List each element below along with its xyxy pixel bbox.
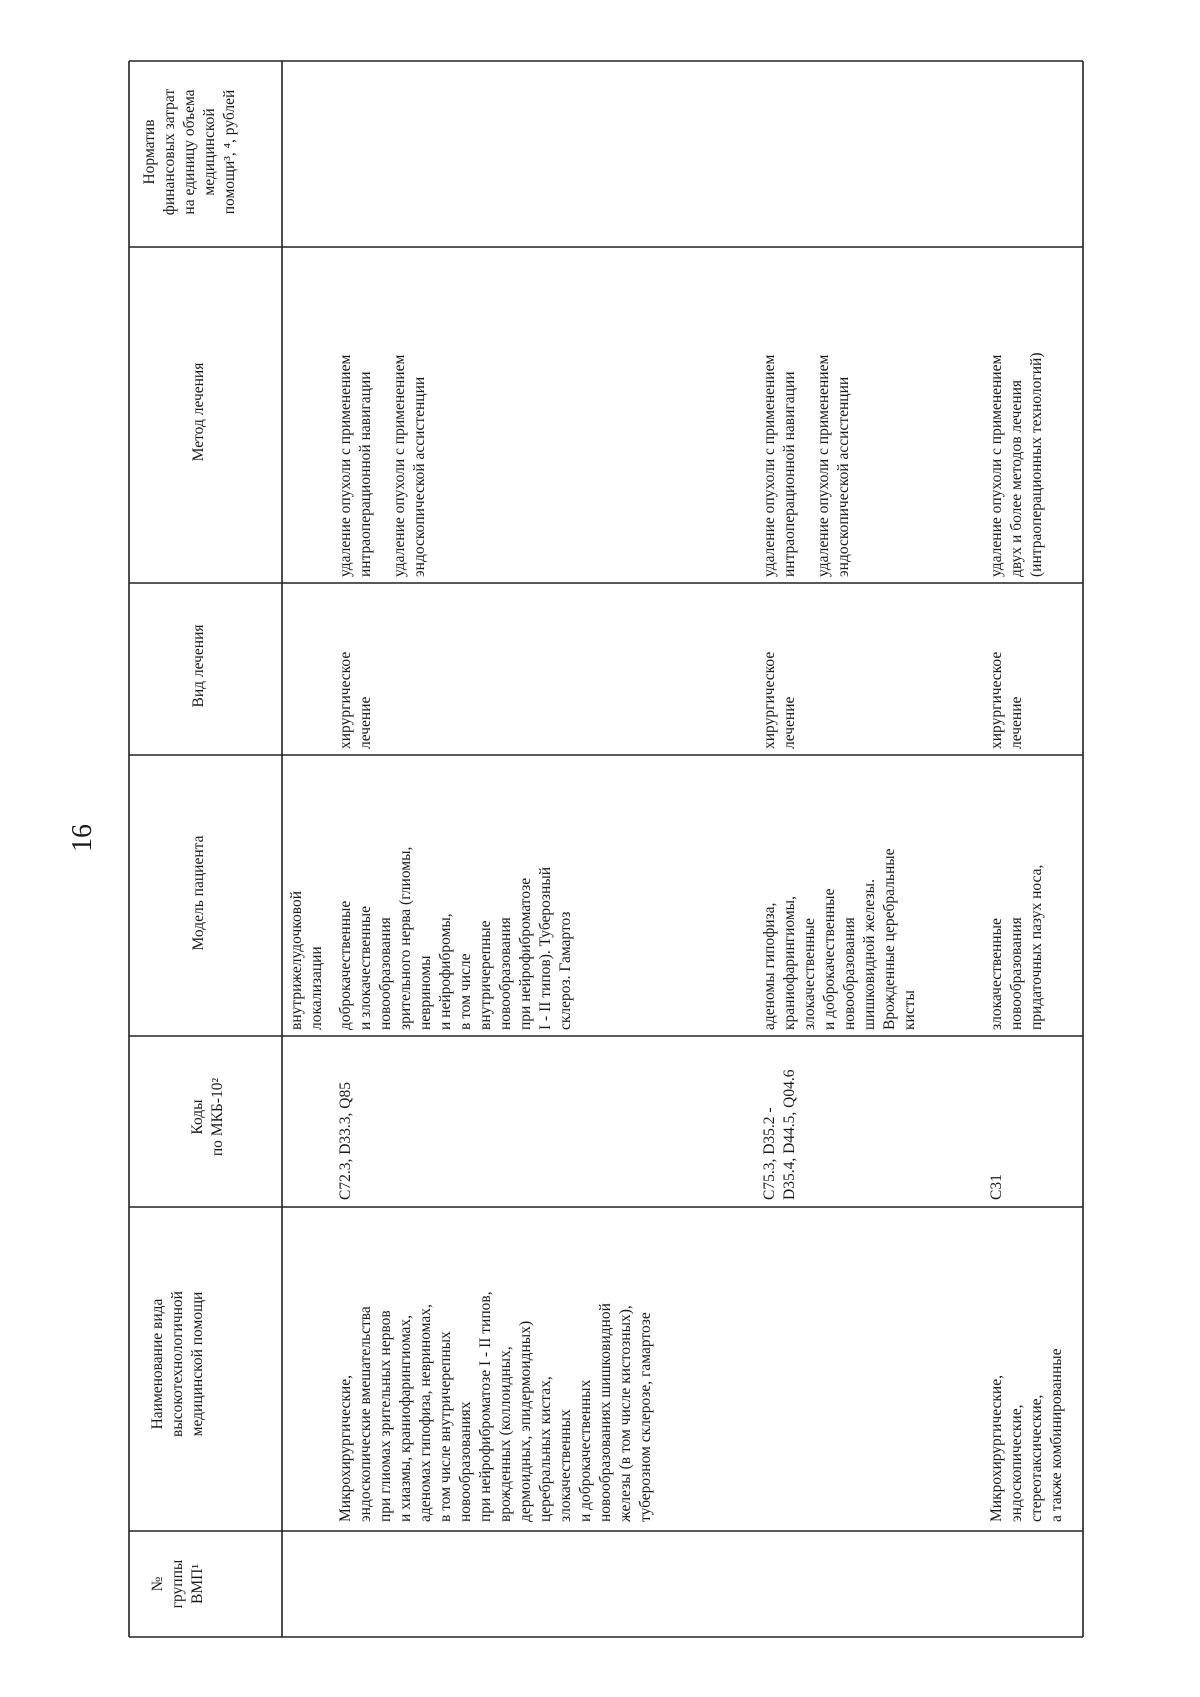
row2-icd-codes: C31 [988, 1174, 1005, 1200]
row2-care-name: Микрохирургические, эндоскопические, стереотаксические, а также комбинированные [988, 1348, 1065, 1522]
page-number: 16 [67, 824, 98, 852]
header-cost-standard: Норматив финансовых затрат на единицу объема медицинской помощи³, ⁴, рублей [141, 88, 238, 216]
row2-patient-model: злокачественные новообразования придаточных пазух носа, [988, 864, 1045, 1030]
header-icd-codes: Коды по МКБ-10² [189, 1077, 226, 1157]
row0-care-name: Микрохирургические, эндоскопические вмешательства при глиомах зрительных нервов и хиазмы, краниофарингиомах, аденомах гипофиза, невриномах, в том числе внутричерепных новообразованиях при нейрофиброматозе I - II типов, врожденных (коллоидных, дермоидных, эпидермоидных) церебральных кистах, злокачественных и доброкачественных новообразованиях шишковидной железы (в том числе кистозных), туберозном склерозе, гамартозе [337, 1291, 654, 1522]
row0-patient-model: доброкачественные и злокачественные новообразования зрительного нерва (глиомы, невриномы и нейрофибромы, в том числе внутричерепные новообразования при нейрофиброматозе I - II типов). Туберозный склероз. Гамартоз [337, 846, 574, 1030]
row0-icd-codes: C72.3, D33.3, Q85 [337, 1082, 354, 1200]
header-treatment-method: Метод лечения [190, 362, 207, 462]
header-group-number: № группы ВМП¹ [149, 1559, 206, 1609]
row0-treatment-type: хирургическое лечение [337, 651, 374, 749]
row1-patient-model: аденомы гипофиза, краниофарингиомы, злокачественные и доброкачественные новообразования шишковидной железы. Врожденные церебральные кисты [761, 848, 918, 1030]
row0-treatment-methods: удаление опухоли с применением интраоперационной навигации удаление опухоли с применением эндоскопической ассистенции [337, 354, 428, 577]
row1-treatment-type: хирургическое лечение [761, 651, 798, 749]
header-care-type: Наименование вида высокотехнологичной медицинской помощи [149, 1291, 206, 1437]
header-patient-model: Модель пациента [190, 835, 207, 951]
row1-treatment-methods: удаление опухоли с применением интраоперационной навигации удаление опухоли с применением эндоскопической ассистенции [761, 354, 852, 577]
row2-treatment-type: хирургическое лечение [988, 651, 1025, 749]
row1-icd-codes: C75.3, D35.2 - D35.4, D44.5, Q04.6 [761, 1069, 798, 1200]
row0-model-continuation: внутрижелудочковой локализации [288, 890, 325, 1030]
row2-treatment-methods: удаление опухоли с применением двух и более методов лечения (интраоперационных технологий) [988, 352, 1045, 577]
header-treatment-type: Вид лечения [190, 624, 207, 708]
